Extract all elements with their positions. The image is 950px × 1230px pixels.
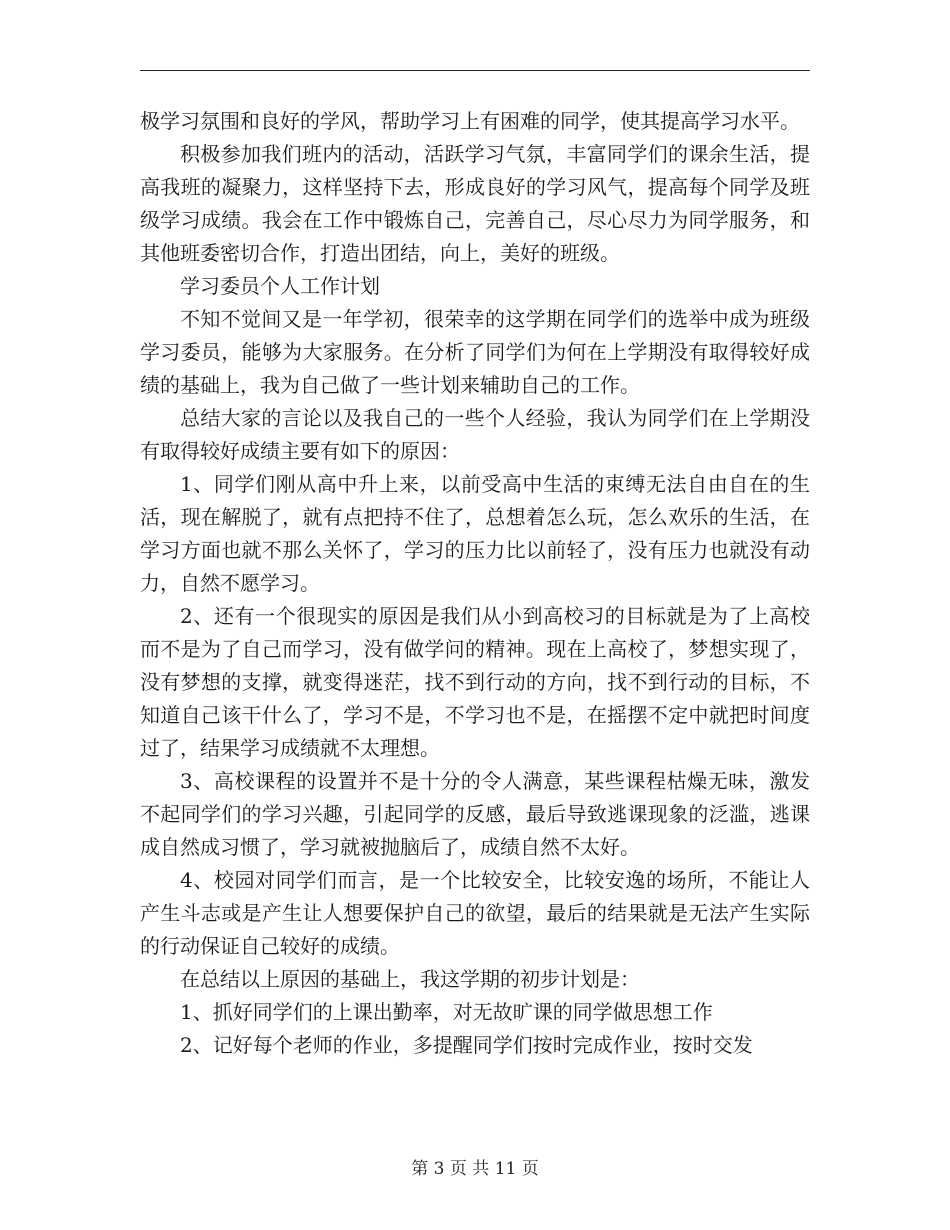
paragraph: 总结大家的言论以及我自己的一些个人经验，我认为同学们在上学期没有取得较好成绩主要有如下的原因： [140, 406, 810, 463]
document-body [140, 105, 810, 1062]
list-item: 4、校园对同学们而言，是一个比较安全，比较安逸的场所，不能让人产生斗志或是产生让人想要保护自己的欲望，最后的结果就是无法产生实际的行动保证自己较好的成绩。 [140, 868, 810, 958]
list-item: 2、还有一个很现实的原因是我们从小到高校习的目标就是为了上高校而不是为了自己而学习，没有做学问的精神。现在上高校了，梦想实现了，没有梦想的支撑，就变得迷茫，找不到行动的方向，找不到行动的目标，不知道自己该干什么了，学习不是，不学习也不是，在摇摆不定中就把时间度过了，结果学习成绩就不太理想。 [140, 604, 810, 760]
plan-item: 2、记好每个老师的作业，多提醒同学们按时完成作业，按时交发 [180, 1033, 753, 1057]
paragraph: 积极参加我们班内的活动，活跃学习气氛，丰富同学们的课余生活，提高我班的凝聚力，这样坚持下去，形成良好的学习风气，提高每个同学及班级学习成绩。我会在工作中锻炼自己，完善自己，尽心尽力为同学服务，和其他班委密切合作，打造出团结，向上，美好的班级。 [140, 142, 810, 265]
page-number: 第 3 页 共 11 页 [411, 1159, 539, 1179]
list-item: 3、高校课程的设置并不是十分的令人满意，某些课程枯燥无味，激发不起同学们的学习兴趣，引起同学的反感，最后导致逃课现象的泛滥，逃课成自然成习惯了，学习就被抛脑后了，成绩自然不太好。 [140, 769, 810, 859]
list-item: 1、同学们刚从高中升上来，以前受高中生活的束缚无法自由自在的生活，现在解脱了，就有点把持不住了，总想着怎么玩，怎么欢乐的生活，在学习方面也就不那么关怀了，学习的压力比以前轻了，没有压力也就没有动力，自然不愿学习。 [140, 472, 810, 595]
paragraph: 在总结以上原因的基础上，我这学期的初步计划是： [180, 967, 640, 991]
section-heading: 学习委员个人工作计划 [180, 274, 380, 298]
header-rule [140, 70, 810, 71]
plan-item: 1、抓好同学们的上课出勤率，对无故旷课的同学做思想工作 [180, 1000, 713, 1024]
paragraph: 不知不觉间又是一年学初，很荣幸的这学期在同学们的选举中成为班级学习委员，能够为大家服务。在分析了同学们为何在上学期没有取得较好成绩的基础上，我为自己做了一些计划来辅助自己的工作。 [140, 307, 810, 397]
paragraph: 极学习氛围和良好的学风，帮助学习上有困难的同学，使其提高学习水平。 [140, 109, 800, 133]
